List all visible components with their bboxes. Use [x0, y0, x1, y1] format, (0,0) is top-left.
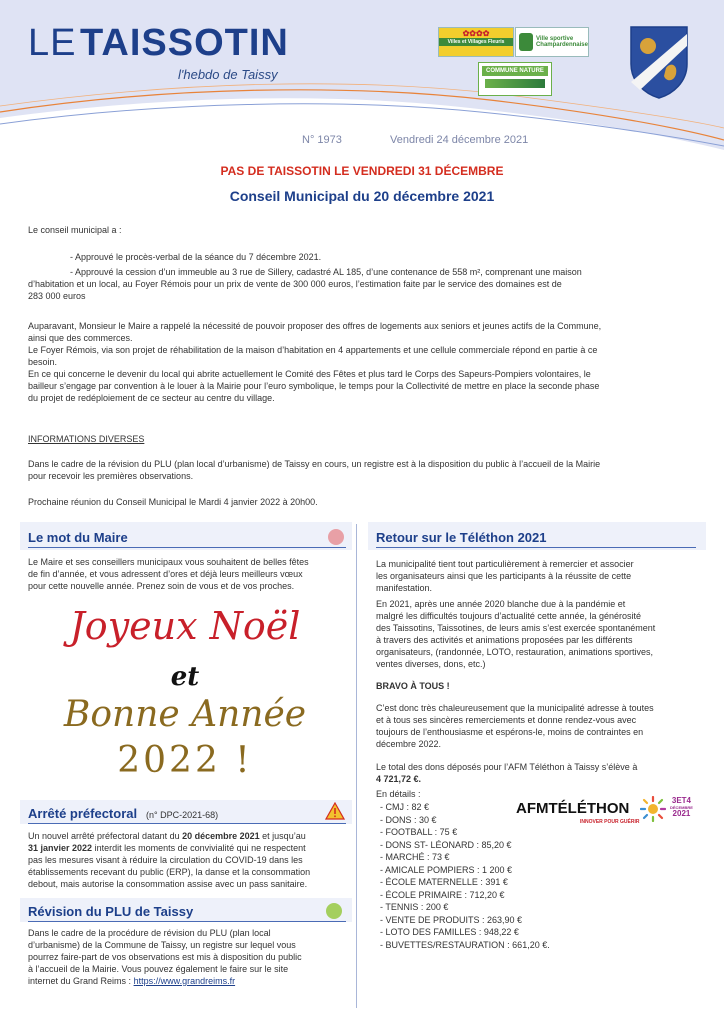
greeting-et: et [170, 662, 200, 692]
detail-item: - AMICALE POMPIERS : 1 200 € [380, 864, 513, 875]
headline-council: Conseil Municipal du 20 décembre 2021 [229, 188, 495, 204]
council-item-2-end: 283 000 euros [28, 291, 86, 301]
commune-nature-logo [478, 62, 552, 96]
nature-icon [485, 79, 545, 88]
villes-fleuries-logo [438, 27, 514, 57]
telethon-p3: décembre 2022. [376, 739, 442, 749]
telethon-p3: toujours de l’enthousiasme et espérons-le, moins de contraintes en [376, 727, 644, 737]
telethon-p1: les organisateurs ainsi que les participants à la réussite de cette [376, 571, 632, 581]
mot-line: Le Maire et ses conseillers municipaux vous souhaitent de belles fêtes [28, 557, 309, 567]
arrete-title: Arrêté préfectoral [28, 806, 138, 821]
telethon-p1: manifestation. [376, 583, 433, 593]
greeting-year: 2022 ! [117, 740, 253, 781]
info-line: Dans le cadre de la révision du PLU (plan local d’urbanisme) de Taissy en cours, un registre est à la disposition du public à l’accueil de la Mairie [28, 459, 601, 469]
council-item-1: - Approuvé le procès-verbal de la séance du 7 décembre 2021. [70, 252, 322, 262]
greeting-bonne-annee: Bonne Année [63, 694, 307, 735]
grand-reims-link[interactable]: https://www.grandreims.fr [133, 976, 236, 986]
telethon-total-line: Le total des dons déposés pour l’AFM Téléthon à Taissy s’élève à [376, 762, 638, 772]
detail-item: - MARCHÉ : 73 € [380, 852, 450, 862]
plu-line: pourrez faire-part de vos observations est mis à disposition du public [28, 952, 302, 962]
telethon-p3: C’est donc très chaleureusement que la municipalité adresse à toutes [376, 703, 654, 713]
info-line: pour recevoir les premières observations. [28, 471, 194, 481]
arrete-line-3: pas les mesures visant à réduire la circulation du COVID-19 dans les [28, 855, 303, 865]
telethon-p2: à travers des activités et animations proposées par les différents [376, 635, 633, 645]
badge-year: 2021 [672, 809, 691, 818]
arrete-line-1: Un nouvel arrêté préfectoral datant du 20 décembre 2021 et jusqu’au [28, 831, 306, 841]
telethon-date-badge [670, 797, 693, 818]
issue-number: N° 1973 [302, 134, 342, 146]
warning-icon [325, 802, 345, 820]
detail-item: - FOOTBALL : 75 € [380, 827, 458, 837]
plu-line: à l’accueil de la Mairie. Vous pouvez également le faire sur le site [28, 964, 289, 974]
telethon-p1: La municipalité tient tout particulièrement à remercier et associer [376, 559, 634, 569]
mot-du-maire-title: Le mot du Maire [28, 530, 128, 545]
telethon-title: Retour sur le Téléthon 2021 [376, 530, 547, 545]
telethon-p2: malgré les difficultés toujours d’actualité cette année, la générosité [376, 611, 641, 621]
plu-line: d’urbanisme) de la Commune de Taissy, un registre sur lequel vous [28, 940, 296, 950]
telethon-details-list [380, 801, 550, 951]
afm-telethon-brand: AFMTÉLÉTHON [516, 800, 630, 817]
villes-fleuries-label: Villes et Villages Fleuris [439, 38, 513, 46]
council-para-line: du projet de redéploiement de ce secteur au centre du village. [28, 393, 275, 403]
next-meeting: Prochaine réunion du Conseil Municipal le Mardi 4 janvier 2022 à 20h00. [28, 497, 318, 507]
issue-date: Vendredi 24 décembre 2021 [390, 134, 529, 146]
commune-nature-label: COMMUNE NATURE [482, 66, 548, 76]
mot-line: pour cette nouvelle année. Prenez soin de vous et de vos proches. [28, 581, 295, 591]
telethon-underline [376, 547, 696, 548]
badge-dates: 3ET4 [671, 796, 691, 805]
detail-item: - BUVETTES/RESTAURATION : 661,20 €. [380, 939, 550, 950]
telethon-bravo: BRAVO À TOUS ! [376, 681, 450, 691]
council-para-line: bailleur s’engage par convention à le louer à la Mairie pour l’euro symbolique, le temps pour la Collectivité de mettre en place la seconde phase [28, 381, 600, 391]
council-item-2-cont: d’habitation et un local, au Foyer Rémois pour un prix de vente de 300 000 euros, l’estimation faite par le service des domaines est de [28, 279, 562, 289]
masthead-le: LE [28, 22, 77, 64]
afm-telethon-tagline: INNOVER POUR GUÉRIR [580, 819, 640, 825]
microphone-icon [328, 529, 344, 545]
coat-of-arms-icon [628, 24, 690, 100]
arrete-underline [28, 823, 346, 824]
telethon-p2: des Taissotins, Taissotines, de leurs amis s’est exercée spontanément [376, 623, 656, 633]
telethon-p2: En 2021, après une année 2020 blanche due à la pandémie et [376, 599, 626, 609]
arrete-line-2: 31 janvier 2022 interdit les moments de convivialité qui ne respectent [28, 843, 306, 853]
telethon-p2: organisateurs, (randonnée, LOTO, restauration, animations sportives, [376, 647, 653, 657]
plu-underline [28, 921, 346, 922]
arrete-line-4: établissements recevant du public (ERP), la danse et la consommation [28, 867, 311, 877]
column-divider [356, 524, 357, 1008]
telethon-p2: ventes diverses, dons, etc.) [376, 659, 486, 669]
telethon-details-label: En détails : [376, 789, 421, 799]
detail-item: - DONS ST- LÉONARD : 85,20 € [380, 839, 512, 850]
ville-sportive-logo [515, 27, 589, 57]
council-para-line: besoin. [28, 357, 58, 367]
detail-item: - TENNIS : 200 € [380, 902, 449, 912]
council-para-line: En ce qui concerne le devenir du local qui abrite actuellement le Comité des Fêtes et plus tard le Corps des Sapeurs-Pompiers volontaires, le [28, 369, 591, 379]
masthead-subtitle: l'hebdo de Taissy [178, 67, 278, 82]
arrete-line-5: debout, mais autorise la consommation assise avec un pass sanitaire. [28, 879, 308, 889]
badge-month: DÉCEMBRE [670, 805, 693, 810]
council-intro: Le conseil municipal a : [28, 225, 122, 235]
arrete-ref: (n° DPC-2021-68) [146, 810, 219, 820]
plu-title: Révision du PLU de Taissy [28, 904, 194, 919]
ville-sportive-label: Ville sportive Champardennaise [535, 36, 588, 48]
mot-line: de fin d’année, et vous adressent d’ores et déjà leurs meilleurs vœux [28, 569, 303, 579]
plu-last-line: internet du Grand Reims : https://www.grandreims.fr [28, 976, 236, 986]
sport-icon [519, 33, 533, 51]
lightbulb-icon [326, 903, 342, 919]
masthead-title: TAISSOTIN [80, 22, 289, 64]
council-para-line: Auparavant, Monsieur le Maire a rappelé la nécessité de pouvoir proposer des offres de logements aux seniors et jeunes actifs de la Commune, [28, 321, 602, 331]
detail-item: - ÉCOLE MATERNELLE : 391 € [380, 877, 508, 887]
telethon-sun-icon [640, 796, 666, 822]
detail-item: - ÉCOLE PRIMAIRE : 712,20 € [380, 889, 505, 900]
mot-du-maire-underline [28, 547, 346, 548]
telethon-p3: et à tous ses sincères remerciements et donne rendez-vous avec [376, 715, 637, 725]
council-para-line: Le Foyer Rémois, via son projet de réhabilitation de la maison d’habitation en 4 appartements et une cellule commerciale répond en partie à ce [28, 345, 598, 355]
detail-item: - CMJ : 82 € [380, 802, 430, 812]
flowers-icon: ✿✿✿✿ [462, 29, 490, 38]
council-para-line: ainsi que des commerces. [28, 333, 133, 343]
plu-line: Dans le cadre de la procédure de révision du PLU (plan local [28, 928, 271, 938]
headline-notice: PAS DE TAISSOTIN LE VENDREDI 31 DÉCEMBRE [220, 164, 504, 178]
info-title: INFORMATIONS DIVERSES [28, 434, 145, 444]
detail-item: - DONS : 30 € [380, 814, 437, 825]
council-item-2: - Approuvé la cession d’un immeuble au 3 rue de Sillery, cadastré AL 185, d’une contenance de 558 m², comprenant une maison [70, 267, 582, 277]
detail-item: - LOTO DES FAMILLES : 948,22 € [380, 927, 519, 937]
greeting-joyeux-noel: Joyeux Noël [69, 604, 301, 648]
detail-item: - VENTE DE PRODUITS : 263,90 € [380, 914, 523, 925]
telethon-total: 4 721,72 €. [376, 774, 422, 784]
